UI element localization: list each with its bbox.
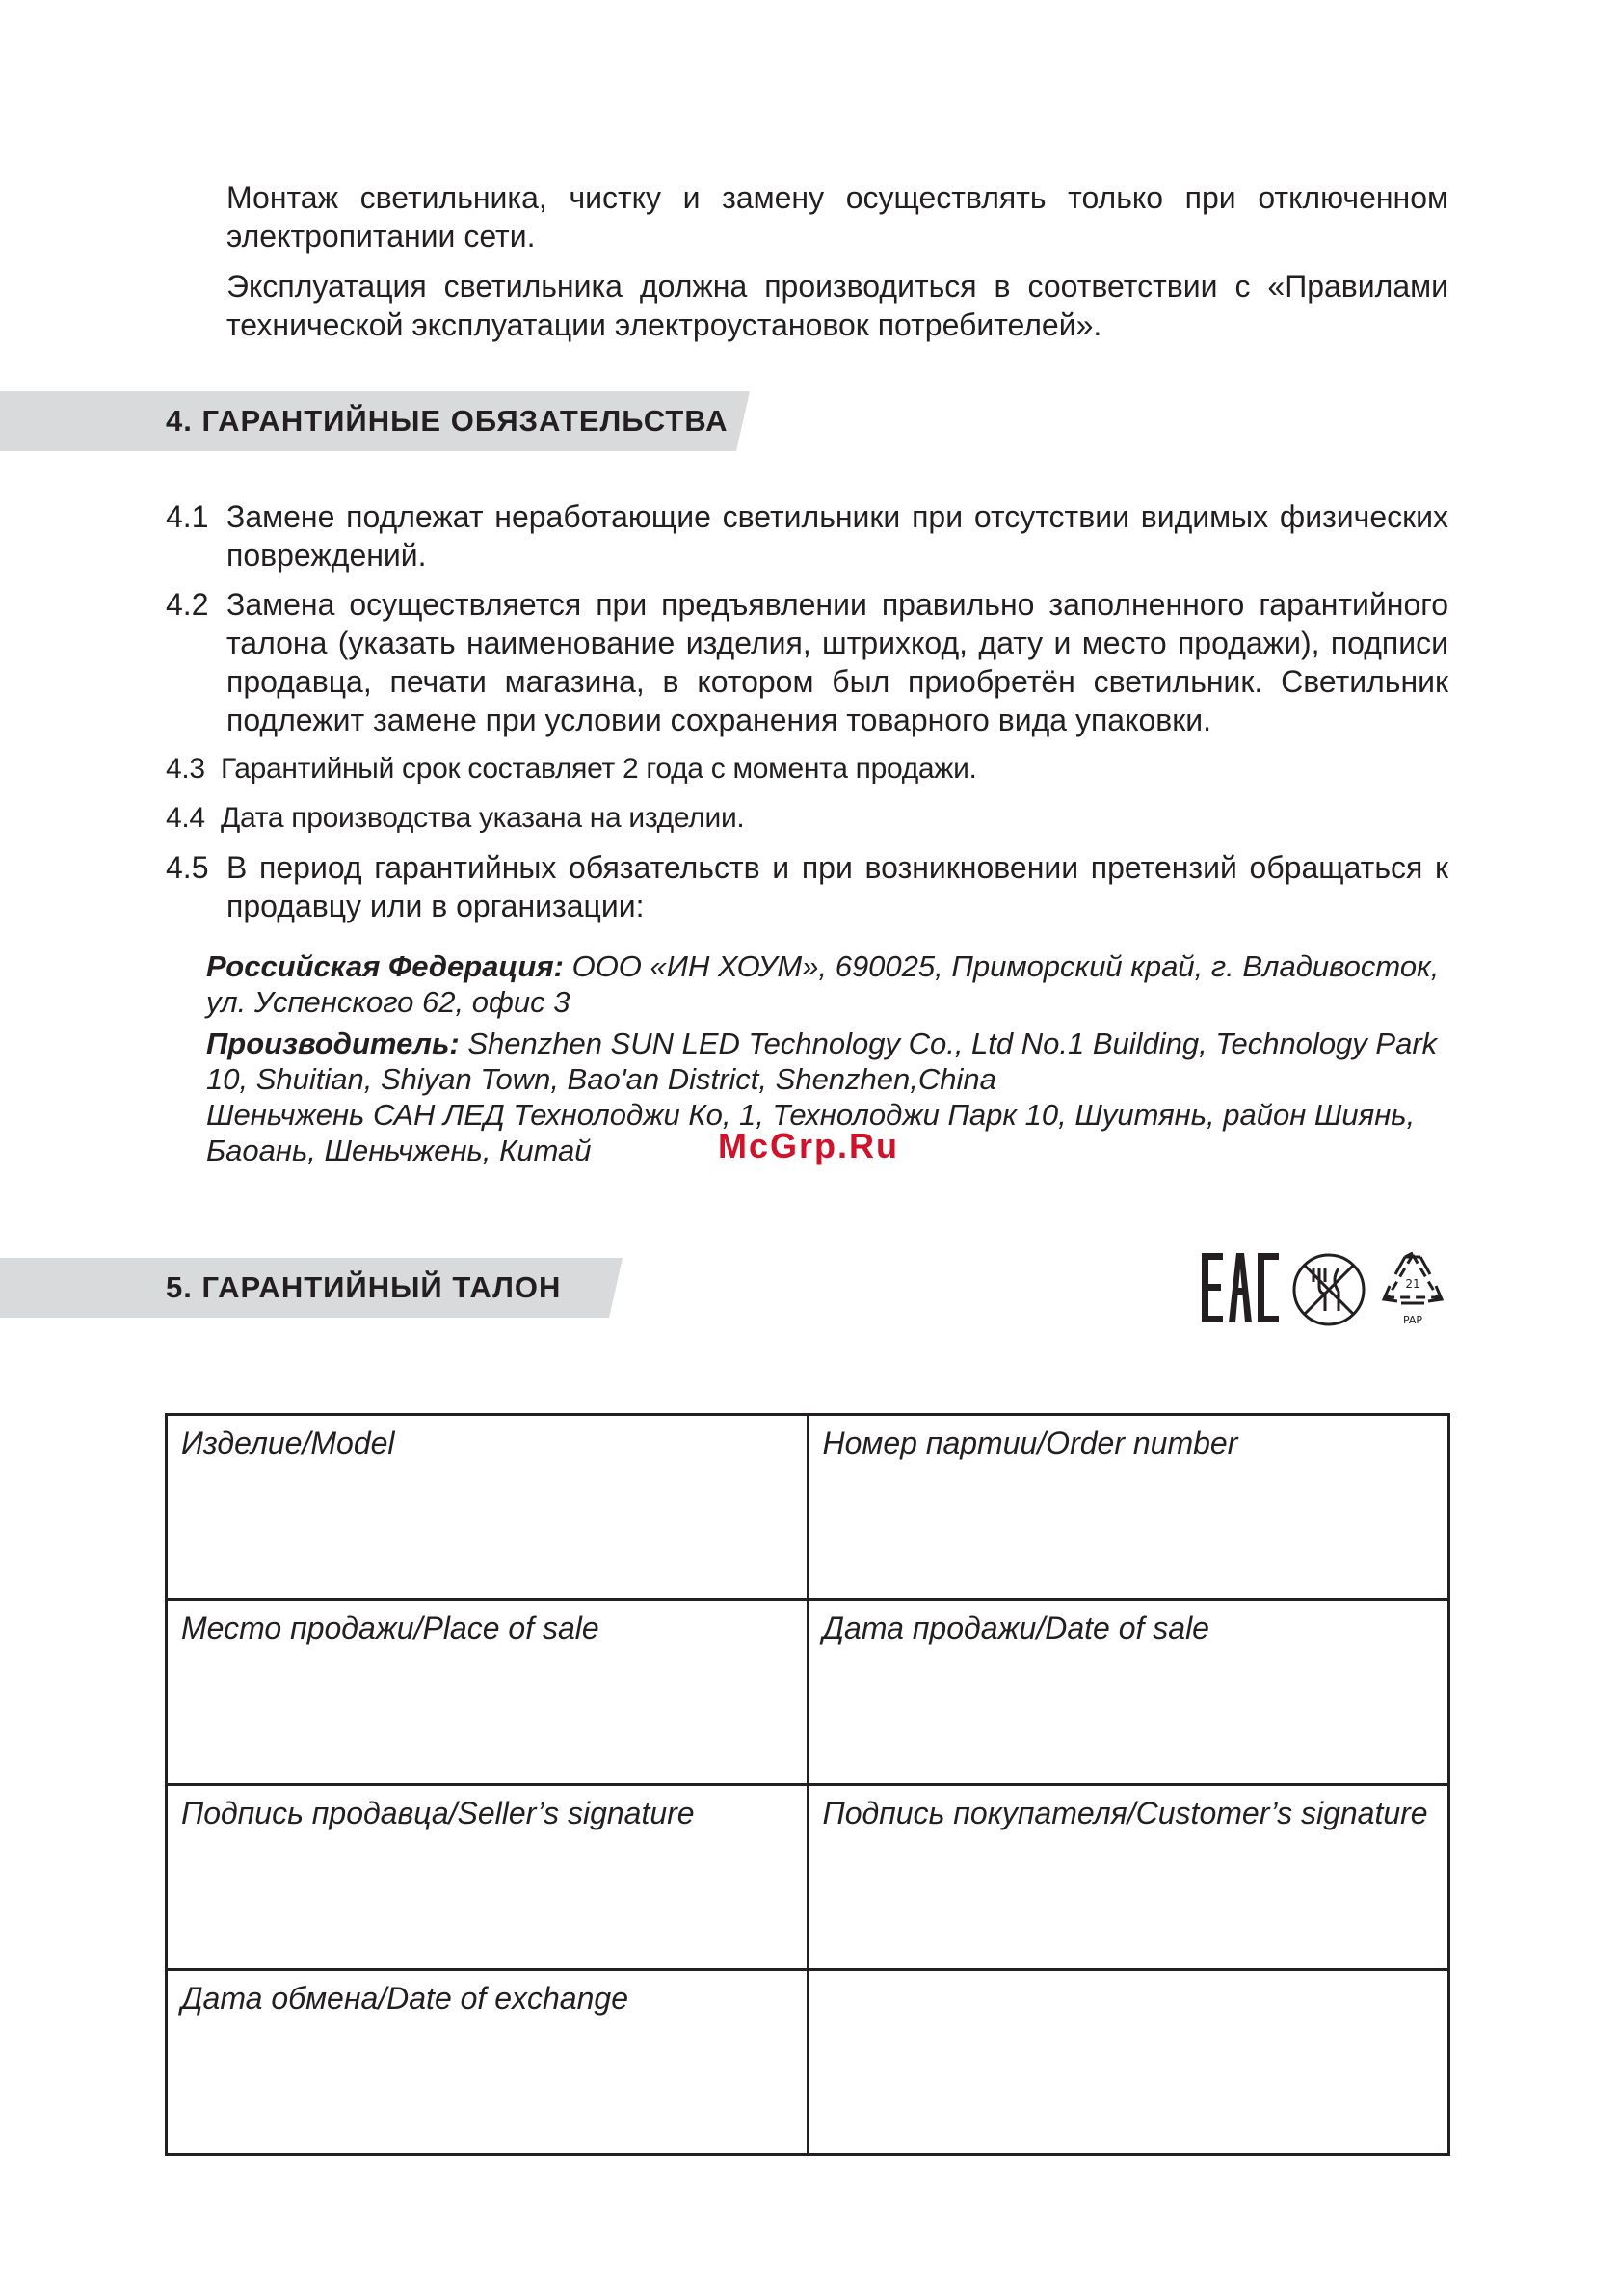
seller-signature-cell[interactable]: Подпись продавца/Seller’s signature [167,1785,809,1970]
item-text: В период гарантийных обязательств и при возникновении претензий обращаться к продавцу или в организации: [226,850,1448,923]
org-mfr-label: Производитель: [206,1027,460,1060]
intro-paragraph-2: Эксплуатация светильника должна производиться в соответствии с «Правилами технической эксплуатации электроустановок потребителей». [226,269,1448,342]
item-text: Замене подлежат неработающие светильники при отсутствии видимых физических повреждений. [226,499,1448,573]
not-food-contact-icon [1290,1251,1367,1328]
item-text: Гарантийный срок составляет 2 года с момента продажи. [221,753,977,785]
org-russian-federation [206,948,1459,1020]
empty-cell[interactable] [808,1970,1449,2155]
item-number: 4.1 [166,499,209,534]
item-text: Дата производства указана на изделии. [221,802,745,834]
date-of-exchange-cell[interactable]: Дата обмена/Date of exchange [167,1970,809,2155]
warranty-item-4-3 [166,750,1448,788]
table-row [167,1970,1449,2155]
recycle-code: 21 [1405,1277,1420,1291]
table-row [167,1785,1449,1970]
warranty-item-4-5 [166,848,1448,925]
customer-signature-cell[interactable]: Подпись покупателя/Customer’s signature [808,1785,1449,1970]
place-of-sale-cell[interactable]: Место продажи/Place of sale [167,1600,809,1785]
item-number: 4.4 [166,802,205,834]
order-number-cell[interactable]: Номер партии/Order number [808,1415,1449,1600]
item-number: 4.3 [166,753,205,785]
warranty-card-table [165,1413,1450,2156]
org-manufacturer [206,1026,1459,1097]
intro-paragraph-1: Монтаж светильника, чистку и замену осуществлять только при отключенном электропитании сети. [226,180,1448,254]
model-cell[interactable]: Изделие/Model [167,1415,809,1600]
date-of-sale-cell[interactable]: Дата продажи/Date of sale [808,1600,1449,1785]
warranty-item-4-2 [166,585,1448,739]
table-row [167,1600,1449,1785]
org-rf-text: ООО «ИН ХОУМ», 690025, Приморский край, г. Владивосток, ул. Успенского 62, офис 3 [206,949,1440,1019]
warranty-item-4-1 [166,497,1448,574]
item-number: 4.5 [166,850,209,885]
watermark: McGrp.Ru [718,1126,900,1165]
item-number: 4.2 [166,587,209,622]
section-4-title: 4. ГАРАНТИЙНЫЕ ОБЯЗАТЕЛЬСТВА [166,404,729,438]
org-mfr-text-en: Shenzhen SUN LED Technology Co., Ltd No.1 Building, Technology Park 10, Shuitian, Shiyan Town, Bao'an District, Shenzhen,China [206,1027,1438,1096]
org-mfr-text-ru: Шеньчжень САН ЛЕД Технолоджи Ко, 1, Технолоджи Парк 10, Шуитянь, район Шиянь, Баоань, Шеньчжень, Китай [206,1098,1416,1167]
item-text: Замена осуществляется при предъявлении правильно заполненного гарантийного талона (указать наименование изделия, штрихкод, дату и место продажи), подписи продавца, печати магазина, в котором был приобретён светильник. Светильник подлежит замене при условии сохранения товарного вида упаковки. [226,587,1448,737]
org-rf-label: Российская Федерация: [206,949,564,983]
section-5-title: 5. ГАРАНТИЙНЫЙ ТАЛОН [166,1270,562,1304]
table-row [167,1415,1449,1600]
recycle-icon [1378,1247,1447,1330]
warranty-item-4-4 [166,799,1448,838]
recycle-label: PAP [1402,1314,1423,1326]
